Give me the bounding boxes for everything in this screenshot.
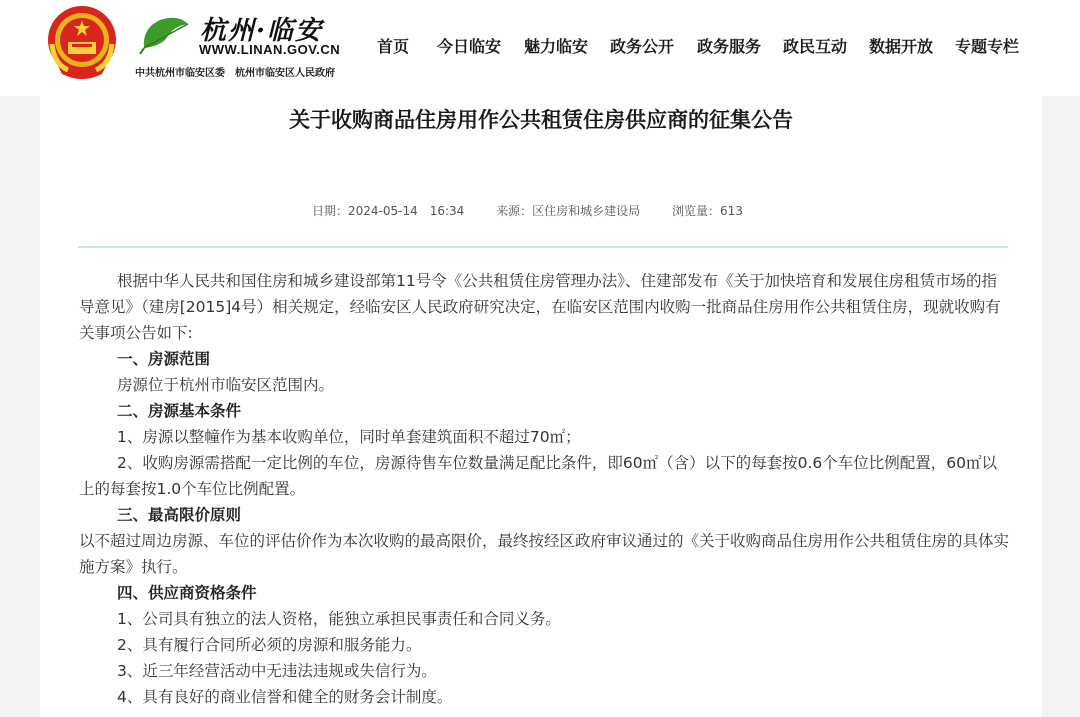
section-text: 以不超过周边房源、车位的评估价作为本次收购的最高限价，最终按经区政府审议通过的《关于收购商品住房用作公共租赁住房的具体实施方案》执行。 — [79, 532, 1010, 576]
divider — [78, 246, 1008, 248]
nav-item-home[interactable]: 首页 — [376, 37, 409, 56]
section-heading: 二、房源基本条件 — [117, 402, 242, 420]
article-source: 来源：区住房和城乡建设局 — [496, 204, 641, 218]
article-body — [79, 268, 1011, 710]
article-title: 关于收购商品住房用作公共租赁住房供应商的征集公告 — [289, 108, 793, 132]
list-item: 4、具有良好的商业信誉和健全的财务会计制度。 — [117, 688, 453, 706]
site-url: WWW.LINAN.GOV.CN — [199, 42, 341, 57]
nav-item-charm-linan[interactable]: 魅力临安 — [523, 37, 588, 56]
list-item: 1、房源以整幢作为基本收购单位，同时单套建筑面积不超过70㎡； — [117, 428, 581, 446]
organization-line: 中共杭州市临安区委 杭州市临安区人民政府 — [135, 68, 335, 79]
section-heading: 四、供应商资格条件 — [117, 584, 257, 602]
list-item: 1、公司具有独立的法人资格，能独立承担民事责任和合同义务。 — [117, 610, 561, 628]
article-panel — [40, 96, 1042, 717]
section-text: 房源位于杭州市临安区范围内。 — [117, 376, 335, 394]
national-emblem-icon[interactable] — [44, 4, 120, 82]
list-item: 2、收购房源需搭配一定比例的车位，房源待售车位数量满足配比条件，即60㎡（含）以下的每套按0.6个车位比例配置，60㎡以上的每套按1.0个车位比例配置。 — [79, 454, 997, 498]
publish-date: 日期：2024-05-14 16:34 — [312, 204, 465, 218]
intro-paragraph: 根据中华人民共和国住房和城乡建设部第11号令《公共租赁住房管理办法》、住建部发布《关于加快培育和发展住房租赁市场的指导意见》（建房[2015]4号）相关规定，经临安区人民政府研究决定，在临安区范围内收购一批商品住房用作公共租赁住房，现就收购有关事项公告如下: — [79, 272, 1001, 342]
nav-item-special-topics[interactable]: 专题专栏 — [954, 37, 1019, 56]
section-heading: 三、最高限价原则 — [117, 506, 242, 524]
site-header — [0, 0, 1080, 96]
nav-item-open-data[interactable]: 数据开放 — [868, 37, 933, 56]
ginkgo-leaf-logo-icon — [138, 14, 192, 54]
main-nav — [362, 34, 1030, 58]
nav-item-today-linan[interactable]: 今日临安 — [436, 37, 501, 56]
view-count: 浏览量：613 — [672, 204, 743, 218]
list-item: 3、近三年经营活动中无违法违规或失信行为。 — [117, 662, 437, 680]
list-item: 2、具有履行合同所必须的房源和服务能力。 — [117, 636, 422, 654]
article-meta — [312, 202, 771, 219]
site-name: 杭州·临安 — [200, 16, 324, 46]
nav-item-gov-services[interactable]: 政务服务 — [696, 37, 761, 56]
section-heading: 一、房源范围 — [117, 350, 211, 368]
nav-item-gov-affairs-open[interactable]: 政务公开 — [609, 37, 674, 56]
nav-item-interaction[interactable]: 政民互动 — [782, 37, 847, 56]
